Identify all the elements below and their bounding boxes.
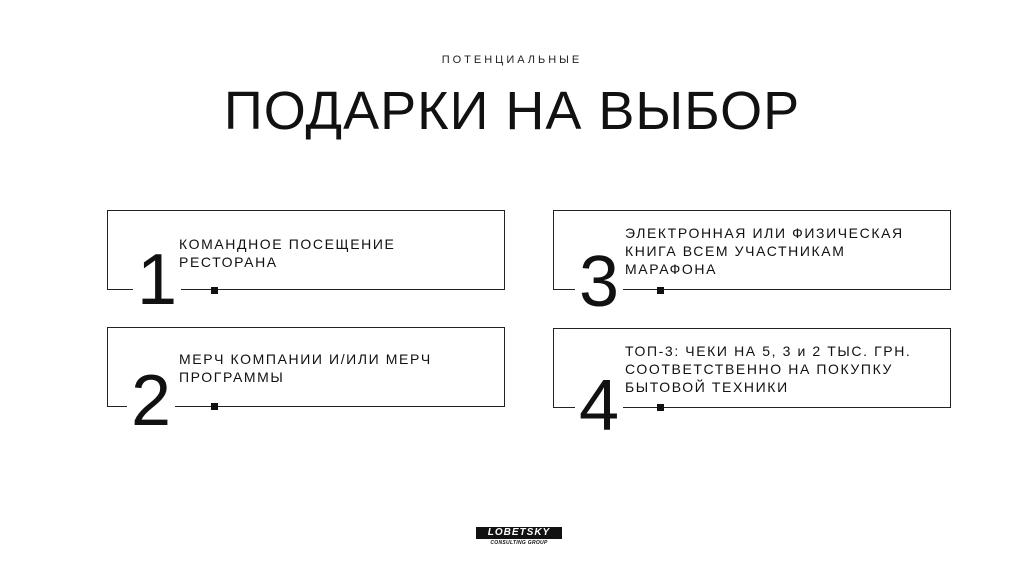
gift-card-2 bbox=[107, 327, 505, 441]
logo-name: LOBETSKY bbox=[476, 527, 562, 539]
card-number: 1 bbox=[133, 244, 181, 316]
gift-card-3 bbox=[553, 210, 951, 322]
bullet-dot bbox=[211, 287, 218, 294]
card-text: ТОП-3: ЧЕКИ НА 5, 3 и 2 ТЫС. ГРН. СООТВЕТСТВЕННО НА ПОКУПКУ БЫТОВОЙ ТЕХНИКИ bbox=[625, 343, 912, 395]
gift-card-4 bbox=[553, 328, 951, 446]
card-text: МЕРЧ КОМПАНИИ И/ИЛИ МЕРЧ ПРОГРАММЫ bbox=[179, 351, 432, 385]
card-text: ЭЛЕКТРОННАЯ ИЛИ ФИЗИЧЕСКАЯ КНИГА ВСЕМ УЧАСТНИКАМ МАРАФОНА bbox=[625, 225, 904, 277]
company-logo bbox=[476, 527, 562, 546]
bullet-dot bbox=[211, 403, 218, 410]
page-subtitle: ПОТЕНЦИАЛЬНЫЕ bbox=[441, 54, 583, 66]
card-number: 2 bbox=[127, 365, 175, 437]
card-text: КОМАНДНОЕ ПОСЕЩЕНИЕ РЕСТОРАНА bbox=[179, 236, 396, 270]
bullet-dot bbox=[657, 404, 664, 411]
logo-tagline: CONSULTING GROUP bbox=[490, 540, 548, 546]
card-number: 4 bbox=[575, 370, 623, 442]
gift-card-1 bbox=[107, 210, 505, 320]
card-number: 3 bbox=[575, 246, 623, 318]
bullet-dot bbox=[657, 287, 664, 294]
page-title: ПОДАРКИ НА ВЫБОР bbox=[223, 81, 801, 141]
